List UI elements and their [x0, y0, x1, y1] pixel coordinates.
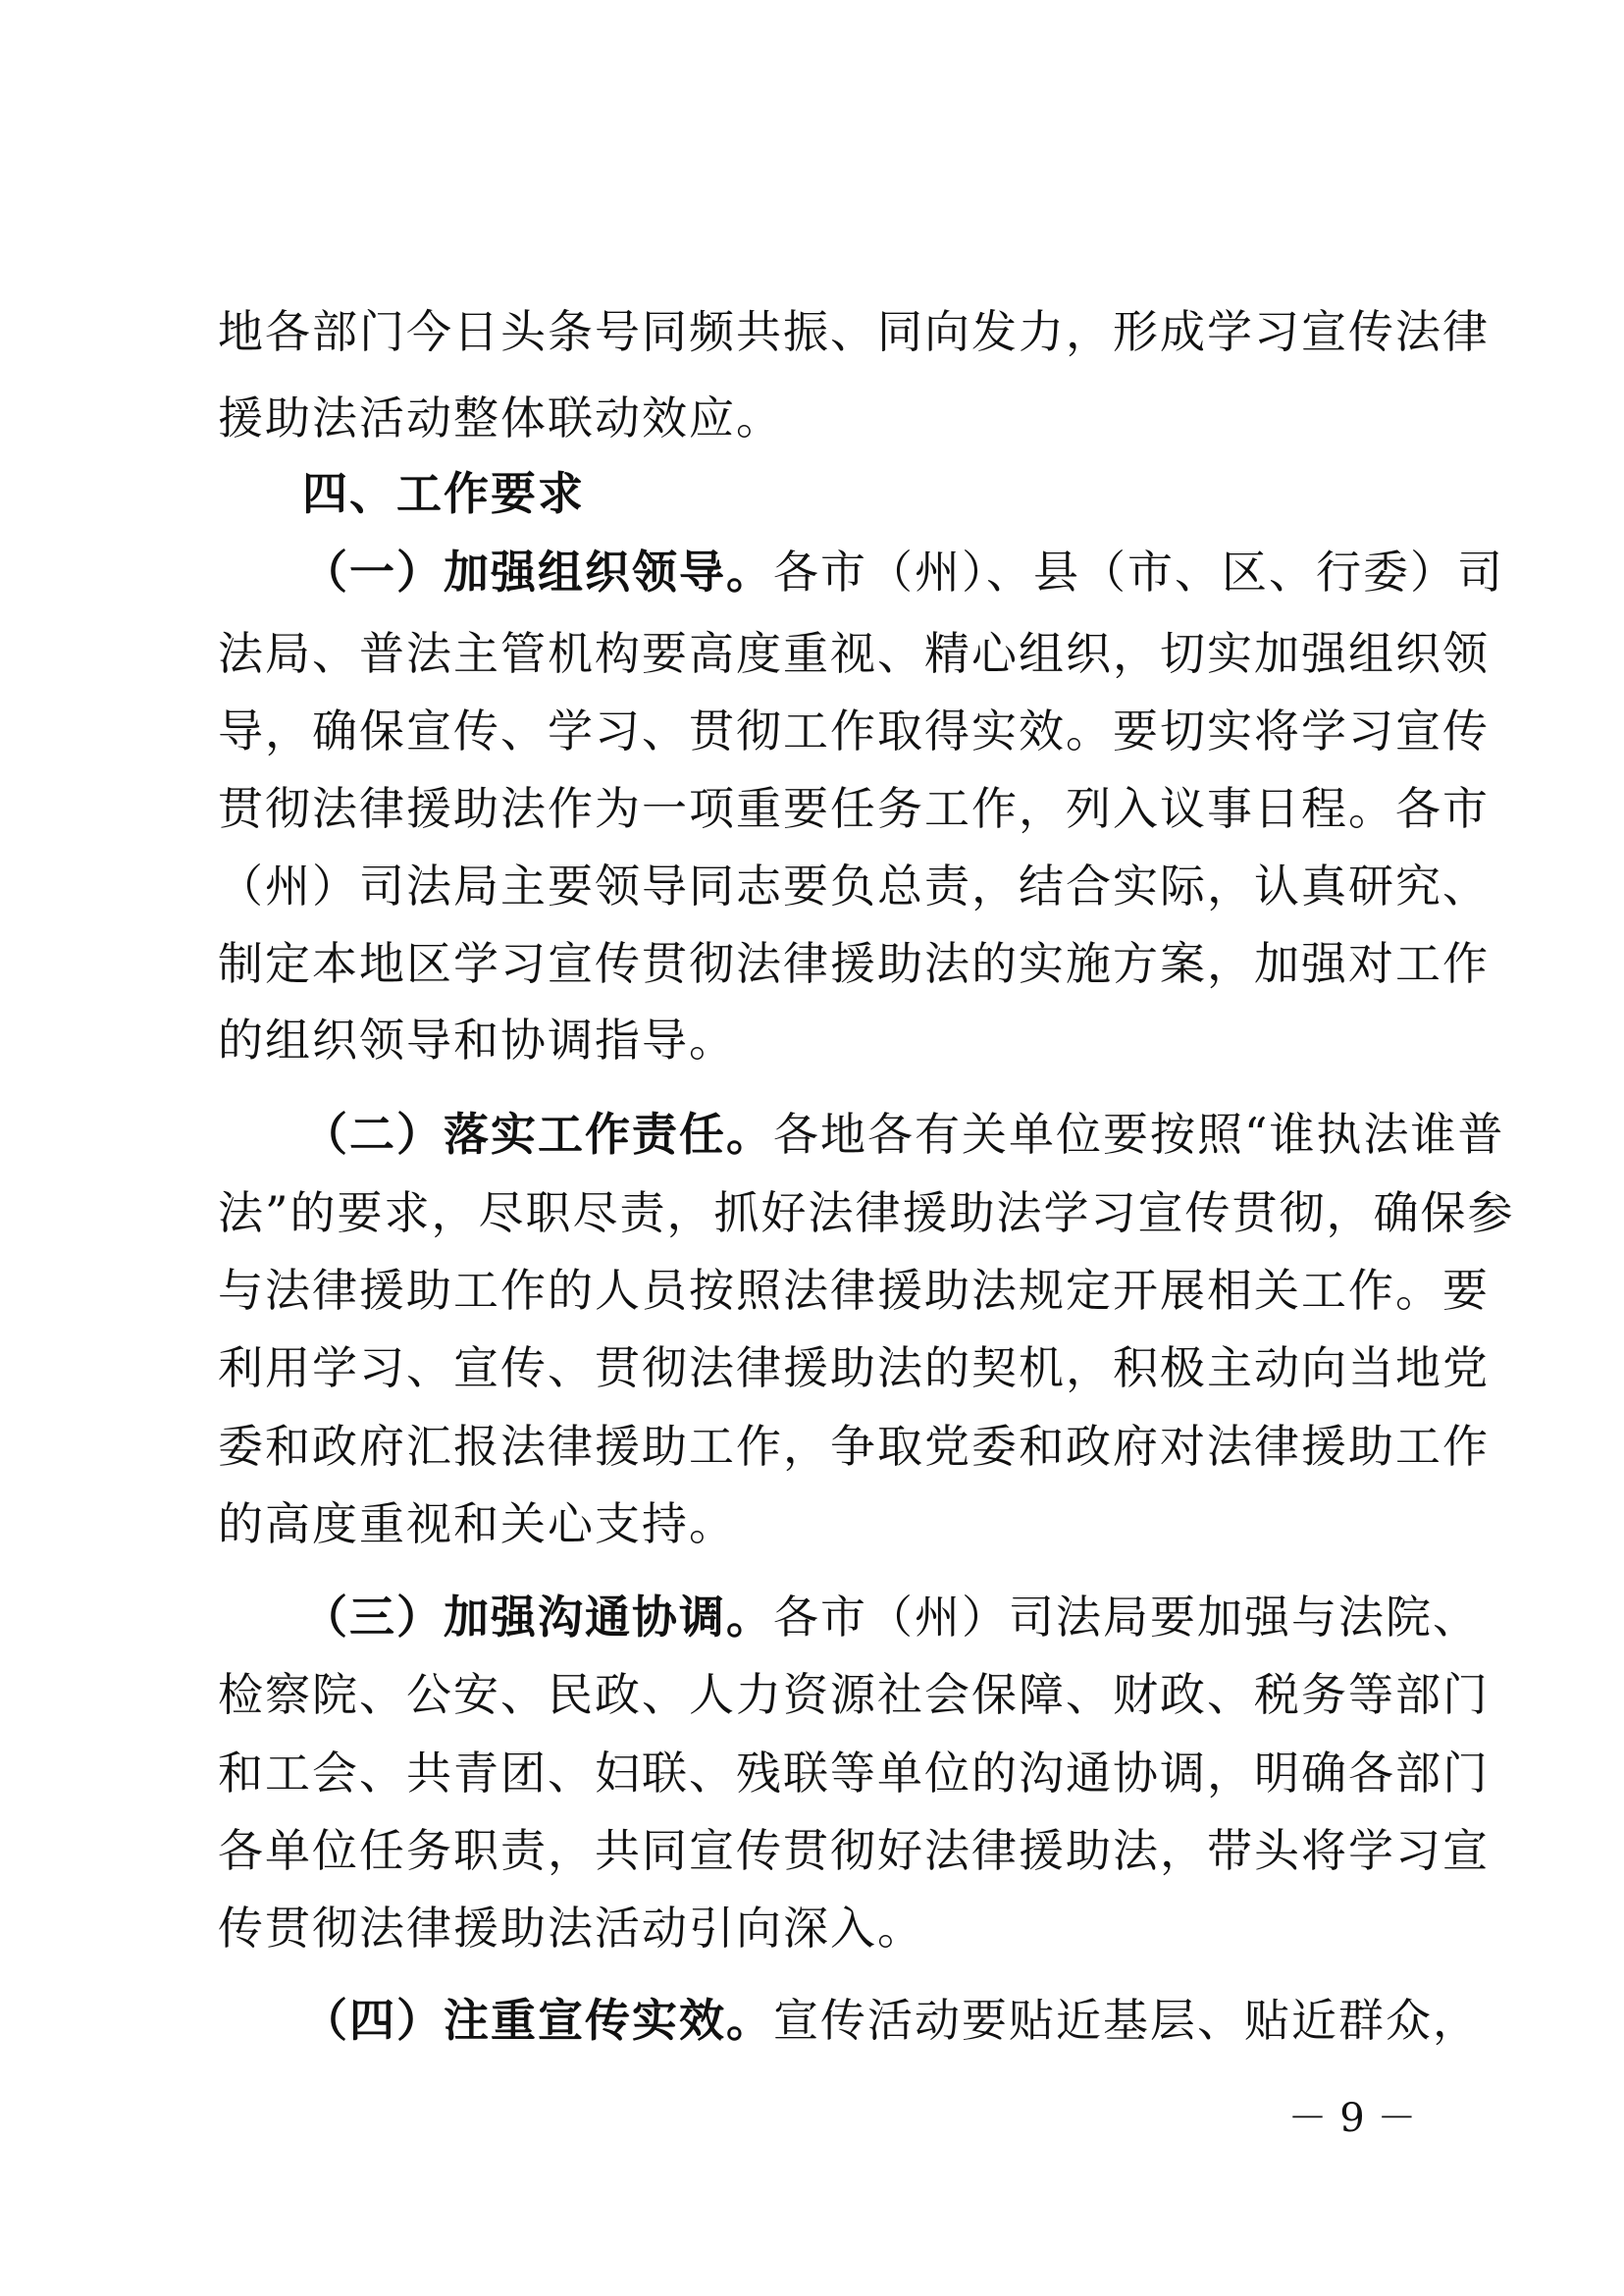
body-line [218, 1013, 1395, 1068]
line-text: 各市（州）司法局要加强与法院、 [773, 1591, 1480, 1644]
body-line [218, 304, 1490, 359]
line-text: 的组织领导和协调指导。 [218, 1014, 736, 1067]
body-line [218, 936, 1490, 991]
line-text: 援助法活动整体联动效应。 [218, 391, 783, 444]
line-text: 贯彻法律援助法作为一项重要任务工作，列入议事日程。各市 [218, 782, 1490, 835]
body-line [218, 391, 1395, 445]
body-line [218, 1263, 1490, 1318]
line-text: 传贯彻法律援助法活动引向深入。 [218, 1902, 924, 1955]
line-text: 地各部门今日头条号同频共振、同向发力，形成学习宣传法律 [218, 305, 1490, 358]
body-line [218, 1667, 1490, 1722]
line-text: 各市（州）、县（市、区、行委）司 [773, 546, 1504, 599]
body-line [218, 1823, 1490, 1878]
paragraph-4-lead: （四）注重宣传实效。 [302, 1994, 773, 2047]
paragraph-1-first-line [302, 545, 1504, 600]
heading-text: 四、工作要求 [302, 467, 585, 520]
line-text: 各单位任务职责，共同宣传贯彻好法律援助法，带头将学习宣 [218, 1824, 1490, 1877]
line-text: 宣传活动要贴近基层、贴近群众， [773, 1994, 1480, 2047]
body-line [218, 626, 1490, 681]
body-line [218, 1185, 1515, 1240]
line-text: 法局、普法主管机构要高度重视、精心组织，切实加强组织领 [218, 627, 1490, 680]
body-line [218, 781, 1490, 836]
body-line [218, 1419, 1490, 1474]
line-text: 委和政府汇报法律援助工作，争取党委和政府对法律援助工作 [218, 1420, 1490, 1473]
line-text: 与法律援助工作的人员按照法律援助法规定开展相关工作。要 [218, 1264, 1490, 1317]
line-text: 法”的要求，尽职尽责，抓好法律援助法学习宣传贯彻，确保参 [218, 1186, 1515, 1239]
body-line [218, 1496, 1395, 1551]
body-line [218, 1901, 1395, 1956]
paragraph-1-lead: （一）加强组织领导。 [302, 546, 773, 599]
paragraph-2-lead: （二）落实工作责任。 [302, 1108, 773, 1161]
body-line [218, 859, 1490, 913]
line-text: 制定本地区学习宣传贯彻法律援助法的实施方案，加强对工作 [218, 937, 1490, 990]
paragraph-2-first-line [302, 1107, 1505, 1162]
line-text: 检察院、公安、民政、人力资源社会保障、财政、税务等部门 [218, 1668, 1490, 1721]
line-text: （州）司法局主要领导同志要负总责，结合实际，认真研究、 [218, 860, 1490, 913]
line-text: 和工会、共青团、妇联、残联等单位的沟通协调，明确各部门 [218, 1747, 1490, 1800]
body-line [218, 1340, 1490, 1395]
paragraph-3-lead: （三）加强沟通协调。 [302, 1591, 773, 1644]
line-text: 导，确保宣传、学习、贯彻工作取得实效。要切实将学习宣传 [218, 704, 1490, 757]
paragraph-4-first-line [302, 1993, 1480, 2048]
body-line [218, 1746, 1490, 1800]
line-text: 的高度重视和关心支持。 [218, 1497, 736, 1550]
body-line [218, 704, 1490, 758]
paragraph-3-first-line [302, 1590, 1480, 1644]
section-heading [302, 466, 1480, 521]
page-number: － 9 － [1287, 2096, 1417, 2141]
line-text: 利用学习、宣传、贯彻法律援助法的契机，积极主动向当地党 [218, 1341, 1490, 1394]
line-text: 各地各有关单位要按照“谁执法谁普 [773, 1108, 1505, 1161]
